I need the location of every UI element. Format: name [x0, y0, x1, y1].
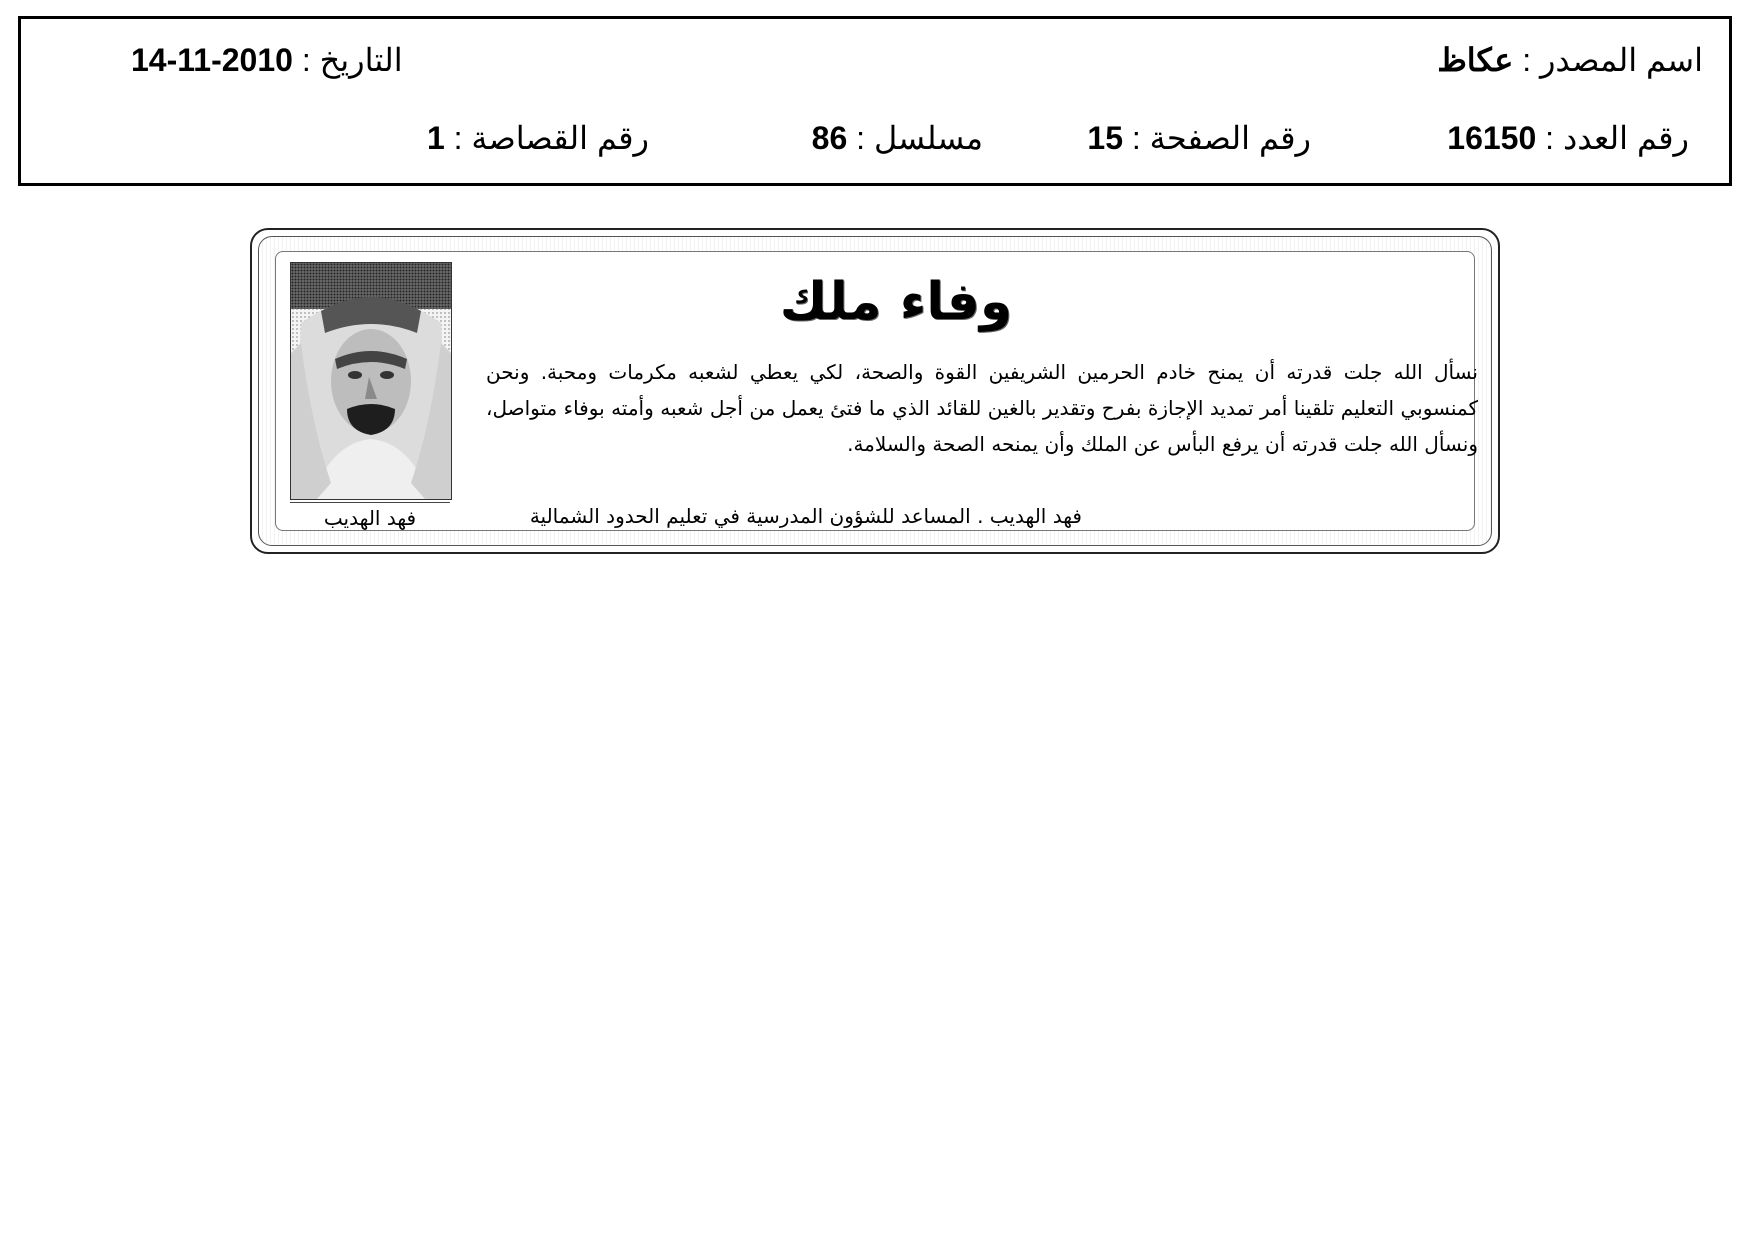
serial-field — [812, 119, 983, 157]
article-title: وفاء ملك — [779, 272, 1013, 332]
article-body — [486, 354, 1478, 462]
clipping-frame — [258, 236, 1492, 546]
date-value: 14-11-2010 — [131, 42, 293, 78]
date-field — [131, 41, 403, 79]
serial-label: مسلسل : — [856, 120, 983, 156]
page-number-value: 15 — [1087, 120, 1123, 156]
page-number-field — [1087, 119, 1311, 157]
source-label: اسم المصدر : — [1522, 42, 1703, 78]
issue-label: رقم العدد : — [1545, 120, 1689, 156]
article-clipping — [250, 228, 1500, 554]
clipping-content — [275, 251, 1478, 531]
article-signature: فهد الهديب . المساعد للشؤون المدرسية في تعليم الحدود الشمالية — [529, 504, 1082, 528]
author-portrait-icon — [291, 263, 451, 499]
article-paragraph: نسأل الله جلت قدرته أن يمنح خادم الحرمين الشريفين القوة والصحة، لكي يعطي لشعبه مكرمات ومحبة. ونحن كمنسوبي التعليم تلقينا أمر تمديد الإجازة بفرح وتقدير بالغين للقائد الذي ما فتئ يعمل من أجل شعبه وأمته بوفاء متواصل، ونسأل الله جلت قدرته أن يرفع البأس عن الملك وأن يمنحه الصحة والسلامة. — [486, 360, 1478, 456]
photo-caption: فهد الهديب — [323, 506, 417, 530]
page-number-label: رقم الصفحة : — [1131, 120, 1311, 156]
date-label: التاريخ : — [301, 42, 403, 78]
header-box — [18, 16, 1732, 186]
clip-number-label: رقم القصاصة : — [453, 120, 649, 156]
author-photo — [290, 262, 452, 500]
source-field — [1437, 41, 1703, 79]
issue-value: 16150 — [1447, 120, 1537, 156]
clip-number-value: 1 — [426, 120, 445, 156]
caption-divider — [290, 502, 450, 503]
source-value: عكاظ — [1437, 42, 1514, 78]
clip-number-field — [427, 119, 649, 157]
issue-field — [1447, 119, 1689, 157]
serial-value: 86 — [811, 120, 848, 156]
